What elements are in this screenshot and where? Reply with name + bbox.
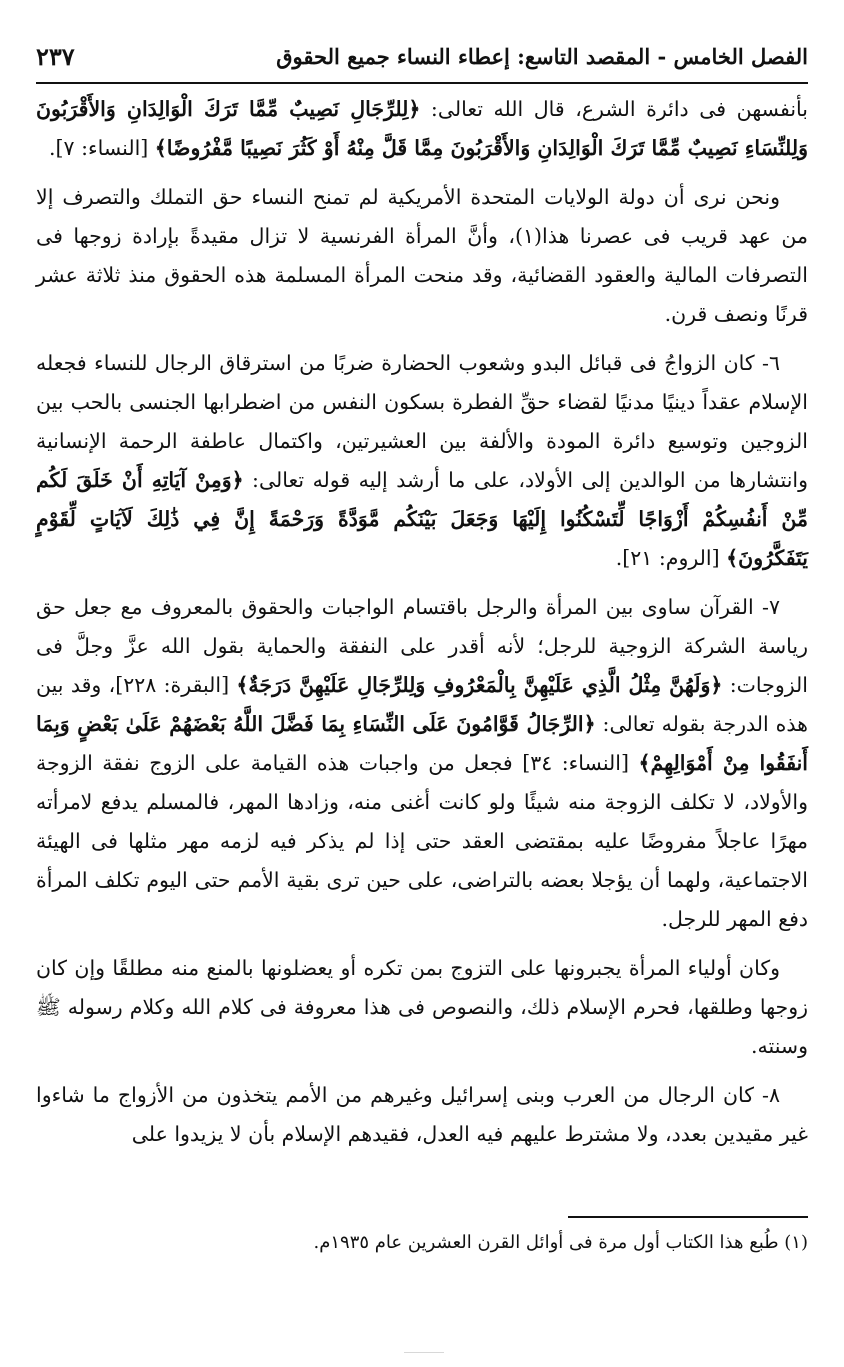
text-segment: ٨- كان الرجال من العرب وبنى إسرائيل وغيرهم من الأمم يتخذون من الأزواج ما شاءوا غير مقيدين بعدد، ولا مشترط عليهم فيه العدل، فقيدهم الإسلام بأن لا يزيدوا على (36, 1083, 808, 1146)
quran-verse: ﴿وَلَهُنَّ مِثْلُ الَّذِي عَلَيْهِنَّ بِالْمَعْرُوفِ وَلِلرِّجَالِ عَلَيْهِنَّ دَرَجَةٌ﴾ (236, 673, 723, 697)
paragraph-1 (36, 90, 808, 168)
paragraph-5 (36, 949, 808, 1066)
running-header (36, 36, 808, 84)
text-segment: ٧- القرآن ساوى بين المرأة والرجل باقتسام الواجبات والحقوق بالمعروف مع جعل حق رياسة الشركة الزوجية للرجل؛ لأنه أقدر على النفقة والحماية بقول الله عزَّ وجلَّ فى الزوجات: (36, 595, 808, 697)
paragraph-3 (36, 344, 808, 578)
quran-verse: ﴿وَمِنْ آيَاتِهِ أَنْ خَلَقَ لَكُم مِّنْ أَنفُسِكُمْ أَزْوَاجًا لِّتَسْكُنُوا إِلَيْهَا وَجَعَلَ بَيْنَكُم مَّوَدَّةً وَرَحْمَةً إِنَّ فِي ذَٰلِكَ لَآيَاتٍ لِّقَوْمٍ يَتَفَكَّرُونَ﴾ (36, 468, 808, 570)
main-text (36, 90, 808, 1164)
text-segment: ونحن نرى أن دولة الولايات المتحدة الأمريكية لم تمنح النساء حق التملك والتصرف إلا من عهد قريب فى عصرنا هذا(١)، وأنَّ المرأة الفرنسية لا تزال مقيدةً بإرادة زوجها فى التصرفات المالية والعقود القضائية، وقد منحت المرأة المسلمة هذه الحقوق منذ ثلاثة عشر قرنًا ونصف قرن. (36, 185, 808, 326)
quran-verse: ﴿الرِّجَالُ قَوَّامُونَ عَلَى النِّسَاءِ بِمَا فَضَّلَ اللَّهُ بَعْضَهُمْ عَلَىٰ بَعْضٍ وَبِمَا أَنفَقُوا مِنْ أَمْوَالِهِمْ﴾ (36, 712, 808, 775)
text-segment: [البقرة: ٢٢٨]، وقد بين هذه الدرجة بقوله تعالى: (36, 673, 808, 736)
verse-reference: [الروم: ٢١]. (615, 546, 727, 570)
footnote: (١) طُبع هذا الكتاب أول مرة فى أوائل القرن العشرين عام ١٩٣٥م. (313, 1232, 808, 1253)
text-segment: وكان أولياء المرأة يجبرونها على التزوج بمن تكره أو يعضلونها بالمنع منه مطلقًا وإن كان زوجها وطلقها، فحرم الإسلام ذلك، والنصوص فى هذا معروفة فى كلام الله وكلام رسوله ﷺ وسنته. (36, 956, 808, 1058)
paragraph-6 (36, 1076, 808, 1154)
chapter-title: الفصل الخامس - المقصد التاسع: إعطاء النساء جميع الحقوق (276, 43, 808, 69)
text-segment: بأنفسهن فى دائرة الشرع، قال الله تعالى: (420, 97, 808, 121)
paragraph-2 (36, 178, 808, 334)
paragraph-4 (36, 588, 808, 939)
text-segment: ٦- كان الزواجُ فى قبائل البدو وشعوب الحضارة ضربًا من استرقاق الرجال للنساء فجعله الإسلام عقداً دينيًا مدنيًا لقضاء حقِّ الفطرة بسكون النفس من اضطرابها الجنسى بالحب بين الزوجين وتوسيع دائرة المودة والألفة بين العشيرتين، واكتمال عاطفة الرحمة الإنسانية وانتشارها من الوالدين إلى الأولاد، على ما أرشد إليه قوله تعالى: (36, 351, 809, 492)
page-number: ٢٣٧ (36, 41, 75, 71)
text-segment: [النساء: ٣٤] فجعل من واجبات هذه القيامة على الزوج نفقة الزوجة والأولاد، لا تكلف الزوجة منه شيئًا ولو كانت أغنى منه، وزادها المهر، فالمسلم يدفع لامرأته مهرًا عاجلاً مفروضًا عليه بمقتضى العقد حتى إذا لم يذكر فيه لزمه مهر مثلها فى الهيئة الاجتماعية، ولهما أن يؤجلا بعضه بالتراضى، على حين ترى بقية الأمم حتى اليوم تكلف المرأة دفع المهر للرجل. (36, 751, 808, 931)
scan-mark (404, 1352, 444, 1353)
verse-reference: [النساء: ٧]. (49, 136, 155, 160)
quran-verse: ﴿لِلرِّجَالِ نَصِيبٌ مِّمَّا تَرَكَ الْوَالِدَانِ وَالأَقْرَبُونَ وَلِلنِّسَاءِ نَصِيبٌ مِّمَّا تَرَكَ الْوَالِدَانِ وَالأَقْرَبُونَ مِمَّا قَلَّ مِنْهُ أَوْ كَثُرَ نَصِيبًا مَّفْرُوضًا﴾ (36, 97, 808, 160)
footnote-divider (568, 1216, 808, 1218)
